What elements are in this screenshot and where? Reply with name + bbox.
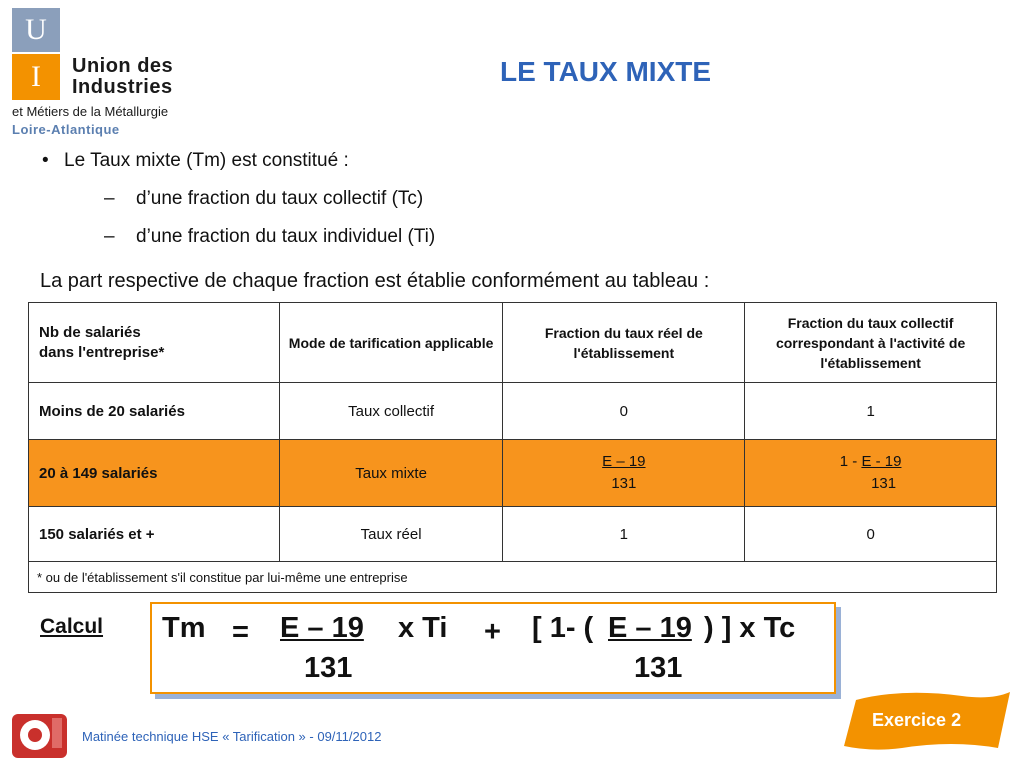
formula-denominator-1: 131	[304, 652, 353, 684]
header-real-rate: Fraction du taux réel de l'établissement	[503, 303, 745, 383]
cell-size: Moins de 20 salariés	[29, 383, 280, 440]
formula-numerator-1: E – 19	[280, 612, 364, 644]
cell-real: 0	[503, 383, 745, 440]
bullet-main-text: Le Taux mixte (Tm) est constitué :	[64, 150, 349, 171]
fraction-denominator: 131	[611, 475, 637, 492]
uimm-logo	[12, 8, 197, 138]
bullet-sub-1-text: d’une fraction du taux collectif (Tc)	[136, 188, 424, 209]
table-row-highlighted	[29, 440, 997, 507]
table-footnote-row	[29, 562, 997, 593]
formula	[152, 604, 834, 692]
calcul-label: Calcul	[40, 615, 104, 638]
bullet-sub-2-text: d’une fraction du taux individuel (Ti)	[136, 226, 436, 247]
formula-equals: =	[232, 616, 249, 648]
logo-letter-u: U	[12, 8, 60, 52]
logo-subtitle: et Métiers de la Métallurgie	[12, 104, 169, 119]
cell-mode: Taux réel	[279, 507, 503, 562]
tarification-table	[28, 302, 997, 593]
formula-box	[150, 602, 836, 694]
header-employees	[29, 303, 280, 383]
fraction-denominator: 131	[871, 475, 897, 492]
formula-plus: +	[484, 616, 501, 648]
cell-collective-fraction	[745, 440, 997, 507]
table-row	[29, 383, 997, 440]
cell-size: 20 à 149 salariés	[29, 440, 280, 507]
logo-region: Loire-Atlantique	[12, 122, 120, 137]
logo-mark	[12, 8, 60, 100]
cell-collective: 1	[745, 383, 997, 440]
formula-tm: Tm	[162, 612, 206, 644]
table-header-row	[29, 303, 997, 383]
cell-collective: 0	[745, 507, 997, 562]
header-employees-line1: Nb de salariés	[39, 323, 141, 341]
fraction-prefix: 1 -	[839, 453, 862, 470]
dash-icon: –	[104, 226, 115, 247]
dash-icon: –	[104, 188, 115, 209]
bullet-dot-icon: •	[42, 150, 49, 171]
formula-bracket-close: ) ] x Tc	[704, 612, 796, 644]
intro-text: La part respective de chaque fraction est établie conformément au tableau :	[40, 270, 710, 292]
fraction-top-line	[745, 451, 996, 473]
formula-numerator-2: E – 19	[608, 612, 692, 644]
logo-name-line2: Industries	[72, 76, 173, 98]
table-row	[29, 507, 997, 562]
exercise-label: Exercice 2	[872, 710, 962, 730]
bullet-main	[42, 150, 349, 172]
formula-bracket-open: [ 1- (	[532, 612, 594, 644]
footer-text: Matinée technique HSE « Tarification » - 09/11/2012	[82, 729, 382, 744]
cell-size: 150 salariés et +	[29, 507, 280, 562]
fraction-numerator: E – 19	[602, 453, 646, 470]
logo-letter-i: I	[12, 54, 60, 100]
formula-denominator-2: 131	[634, 652, 683, 684]
header-employees-line2: dans l'entreprise*	[39, 343, 165, 361]
header-mode: Mode de tarification applicable	[279, 303, 503, 383]
table-footnote: * ou de l'établissement s'il constitue par lui-même une entreprise	[29, 562, 997, 593]
bullet-sub-1	[104, 188, 423, 210]
cell-real-fraction	[503, 440, 745, 507]
exercise-badge	[842, 690, 1012, 754]
cell-real: 1	[503, 507, 745, 562]
formula-times-ti: x Ti	[398, 612, 448, 644]
footer-logo-icon	[12, 714, 67, 758]
slide-title: LE TAUX MIXTE	[500, 56, 712, 87]
cell-mode: Taux collectif	[279, 383, 503, 440]
bullet-sub-2	[104, 226, 435, 248]
logo-name-line1: Union des	[72, 55, 174, 77]
fraction-numerator: E - 19	[861, 453, 902, 470]
cell-mode: Taux mixte	[279, 440, 503, 507]
logo-name	[72, 56, 173, 98]
header-collective-rate: Fraction du taux collectif correspondant à l'activité de l'établissement	[745, 303, 997, 383]
